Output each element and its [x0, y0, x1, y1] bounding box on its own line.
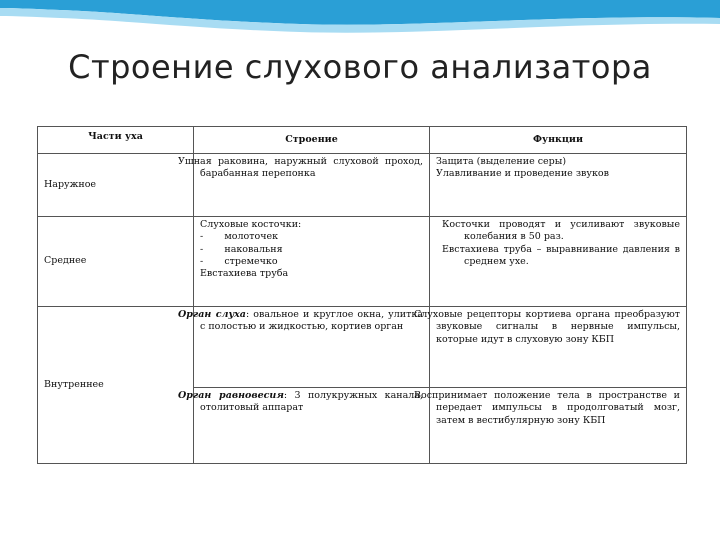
- structure-middle-item-1: - молоточек: [200, 231, 279, 243]
- structure-middle-item-2: - наковальня: [200, 243, 283, 255]
- function-inner-balance: Воспринимает положение тела в пространстве и передает импульсы в продолговатый мозг, затем в вестибулярную зону КБП: [430, 388, 687, 464]
- structure-middle: [194, 217, 430, 307]
- header-functions: Функции: [430, 127, 687, 154]
- slide-title: Строение слухового анализатора: [68, 48, 652, 86]
- part-middle: [38, 217, 194, 307]
- structure-middle-item-2-text: наковальня: [224, 243, 283, 255]
- structure-middle-item-3-text: стремечко: [224, 256, 278, 268]
- organ-hearing-desc: : овальное и круглое окна, улитка с полостью и жидкостью, кортиев орган: [200, 309, 423, 333]
- part-inner: [38, 307, 194, 464]
- header-structure: Строение: [194, 127, 430, 154]
- function-outer-line-2: Улавливание и проведение звуков: [436, 168, 609, 180]
- table-row-inner-hearing: [38, 307, 687, 388]
- structure-middle-tail: Евстахиева труба: [200, 268, 289, 280]
- structure-outer: Ушная раковина, наружный слуховой проход, барабанная перепонка: [194, 154, 430, 217]
- part-outer-label: Наружное: [44, 178, 97, 190]
- function-middle-line-1: Косточки проводят и усиливают звуковые колебания в 50 раз.: [442, 219, 680, 243]
- function-outer-line-1: Защита (выделение серы): [436, 156, 567, 167]
- part-outer: [38, 154, 194, 217]
- organ-balance-name: Орган равновесия: [178, 390, 284, 401]
- function-middle-line-2: Евстахиева труба – выравнивание давления в среднем ухе.: [442, 243, 680, 268]
- function-outer: [430, 154, 687, 217]
- organ-hearing-name: Орган слуха: [178, 309, 246, 320]
- table-row-middle: [38, 217, 687, 307]
- ear-structure-table: [37, 126, 687, 464]
- structure-inner-hearing: [178, 307, 430, 388]
- structure-inner-balance: [178, 388, 430, 464]
- structure-middle-title: Слуховые косточки:: [200, 219, 302, 230]
- function-inner-hearing: Слуховые рецепторы кортиева органа преобразуют звуковые сигналы в нервные импульсы, которые идут в слуховую зону КБП: [430, 307, 687, 388]
- function-middle: [430, 217, 687, 307]
- structure-middle-item-1-text: молоточек: [224, 231, 279, 243]
- part-middle-label: Среднее: [44, 255, 87, 267]
- header-parts: Части уха: [38, 127, 194, 154]
- part-inner-label: Внутреннее: [44, 378, 104, 390]
- structure-middle-item-3: - стремечко: [200, 256, 278, 268]
- organ-balance-desc: : 3 полукружных канала, отолитовый аппарат: [200, 390, 423, 414]
- table-header-row: [38, 127, 687, 154]
- table-row-outer: [38, 154, 687, 217]
